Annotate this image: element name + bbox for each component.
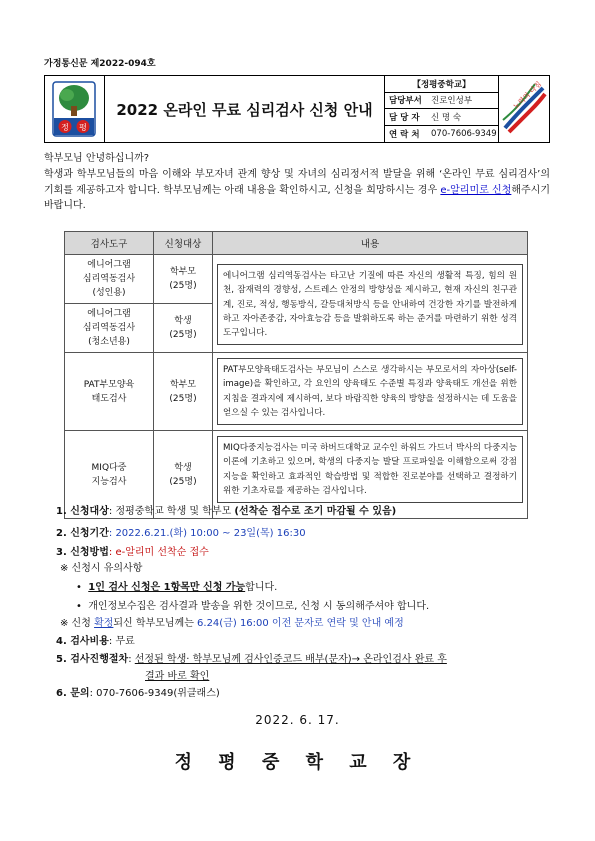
notice-header: ※ 신청시 유의사항: [60, 563, 143, 574]
dept-value: 진로인성부: [431, 96, 473, 107]
item-value: 선정된 학생· 학부모님께 검사인증코드 배부(문자)→ 온라인검사 완료 후: [134, 654, 447, 665]
tool-line: 에니어그램: [87, 260, 131, 270]
table-row: [65, 255, 528, 304]
item-value: : 정평중학교 학생 및 학부모: [108, 506, 235, 517]
tool-cell: [65, 304, 154, 353]
notice-confirm: [60, 614, 404, 629]
issue-date: 2022. 6. 17.: [255, 713, 340, 727]
tool-line: 에니어그램: [87, 309, 131, 319]
tool-line: 태도검사: [91, 393, 127, 404]
target-cell: [154, 353, 213, 431]
notice-bullet: • 개인정보수집은 검사결과 발송을 위한 것이므로, 신청 시 동의해주셔야 합니다.: [76, 601, 430, 612]
person-label: 담 당 자: [389, 112, 420, 123]
contact-label: 연 락 처: [389, 129, 420, 140]
ribbon-text: 노력의 다짐: [511, 79, 544, 112]
notice-bullet: • 1인 검사 신청은 1항목만 신청 가능합니다.: [76, 582, 278, 593]
description-text: MIQ다중지능검사는 미국 하버드대학교 교수인 하워드 가드너 박사의 다중지능이론에 기초하고 있으며, 학생의 다중지능 발달 프로파일을 이해함으로써 강점지능을 확인하고 효과적인 학습방법 및 적합한 진로분야를 선택하고 결정하기 위한 기초자료를 제공하는 검사입니다.: [217, 436, 523, 503]
ribbon-emblem: [499, 76, 549, 142]
item-contact: [56, 684, 220, 699]
test-table: [64, 231, 528, 519]
tool-line: (청소년용): [88, 337, 130, 347]
target-line: (25명): [169, 330, 197, 340]
column-header: 검사도구: [65, 232, 154, 255]
table-row: [65, 353, 528, 431]
item-label: 3. 신청방법: [56, 547, 109, 558]
item-value: : 070-7606-9349(위클래스): [89, 688, 220, 699]
target-cell: [154, 304, 213, 353]
person-row: [385, 109, 498, 126]
target-line: 학생: [174, 316, 192, 326]
tool-cell: [65, 353, 154, 431]
target-line: (25명): [169, 476, 197, 487]
notice-text: ※ 신청: [60, 618, 95, 629]
svg-text:정: 정: [61, 123, 69, 132]
contact-info-box: [385, 76, 499, 142]
dept-label: 담당부서: [389, 96, 422, 107]
tool-line: 지능검사: [91, 476, 127, 487]
principal-signature: 정 평 중 학 교 장: [174, 752, 421, 773]
intro-paragraph: [44, 167, 550, 214]
item-value: 결과 바로 확인: [145, 671, 210, 682]
e-alimi-link[interactable]: e-알리미로 신청: [440, 184, 512, 196]
item-label: 6. 문의: [56, 688, 90, 699]
notice-text: 되신 학부모님께는: [113, 618, 198, 629]
column-header: 신청대상: [154, 232, 213, 255]
bullet-text: 합니다.: [245, 582, 278, 593]
item-target: [56, 502, 396, 517]
contact-row: [385, 126, 498, 143]
page-title: 2022 온라인 무료 심리검사 신청 안내: [105, 76, 385, 142]
target-cell: [154, 255, 213, 304]
item-procedure: [56, 650, 447, 665]
bullet-text: 개인정보수집은 검사결과 발송을 위한 것이므로, 신청 시 동의해주셔야 합니다.: [88, 601, 430, 612]
tool-line: 심리역동검사: [82, 274, 136, 284]
tool-line: PAT부모양육: [83, 379, 135, 390]
target-line: 학부모: [169, 379, 197, 390]
item-value: : e-알리미 선착순 접수: [108, 547, 209, 558]
greeting: 학부모님 안녕하십니까?: [44, 153, 150, 164]
tool-line: MIQ다중: [91, 462, 127, 473]
person-value: 신 명 숙: [431, 112, 462, 123]
tool-line: 심리역동검사: [82, 323, 136, 333]
target-line: (25명): [169, 281, 197, 291]
intro-text-2: 해주시기 바랍니다.: [44, 184, 550, 211]
contact-value: 070-7606-9349: [431, 128, 497, 139]
description-text: PAT부모양육태도검사는 부모님이 스스로 생각하시는 부모로서의 자아상(self-image)을 확인하고, 각 요인의 양육태도 수준별 특징과 양육태도 개선을 위한 지침을 결과지에 제시하여, 보다 바람직한 양육의 방향을 설정하시는 데 도움을 얻으실 수 있는 검사입니다.: [217, 358, 523, 425]
description-cell: [213, 255, 528, 353]
letter-header: [44, 75, 550, 143]
item-procedure-cont: [145, 667, 209, 682]
item-value: : 무료: [108, 636, 135, 647]
bullet-emphasis: 1인 검사 신청은 1항목만 신청 가능: [88, 582, 246, 593]
document-number: 가정통신문 제2022-094호: [44, 59, 156, 69]
intro-text-1: 학생과 학부모님들의 마음 이해와 부모자녀 관계 향상 및 자녀의 심리정서적 발달을 위해 ‘온라인 무료 심리검사’의 기회를 제공하고자 합니다. 학부모님께는 아래 내용을 확인하시고, 신청을 희망하시는 경우: [44, 169, 550, 196]
dept-row: [385, 93, 498, 110]
svg-text:평: 평: [79, 123, 87, 132]
table-header-row: [65, 232, 528, 255]
item-label: 2. 신청기간: [56, 528, 109, 539]
item-method: [56, 543, 209, 558]
item-label: 4. 검사비용: [56, 636, 109, 647]
item-label: 1. 신청대상: [56, 506, 109, 517]
item-value: : 2022.6.21.(화) 10:00 ~ 23일(목) 16:30: [108, 528, 306, 539]
tool-line: (성인용): [92, 288, 126, 298]
description-text: 에니어그램 심리역동검사는 타고난 기질에 따른 자신의 생활적 특징, 힘의 원천, 잠재력의 경향성, 스트레스 안정의 방향성을 제시하고, 현재 자신의 친구관계, 진로, 적성, 행동방식, 갈등대처방식 등을 안내하여 건강한 자기를 발전하게 하고 자아존중감, 자아효능감 등을 발휘하도록 하는 준거를 마련하기 위한 성격도구입니다.: [217, 264, 523, 345]
column-header: 내용: [213, 232, 528, 255]
item-cost: [56, 632, 135, 647]
item-period: [56, 524, 306, 539]
item-label: 5. 검사진행절차: [56, 654, 129, 665]
tool-cell: [65, 255, 154, 304]
item-note: (선착순 접수로 조기 마감될 수 있음): [234, 506, 397, 517]
school-logo: [45, 76, 105, 142]
school-name: 【정평중학교】: [385, 76, 498, 93]
notice-schedule: 6.24(금) 16:00 이전 문자로 연락 및 안내 예정: [197, 618, 404, 629]
target-line: (25명): [169, 393, 197, 404]
target-line: 학생: [174, 462, 192, 473]
description-cell: [213, 353, 528, 431]
notice-emphasis: 확정: [94, 618, 114, 629]
item-separator: :: [128, 654, 135, 665]
target-line: 학부모: [169, 267, 197, 277]
